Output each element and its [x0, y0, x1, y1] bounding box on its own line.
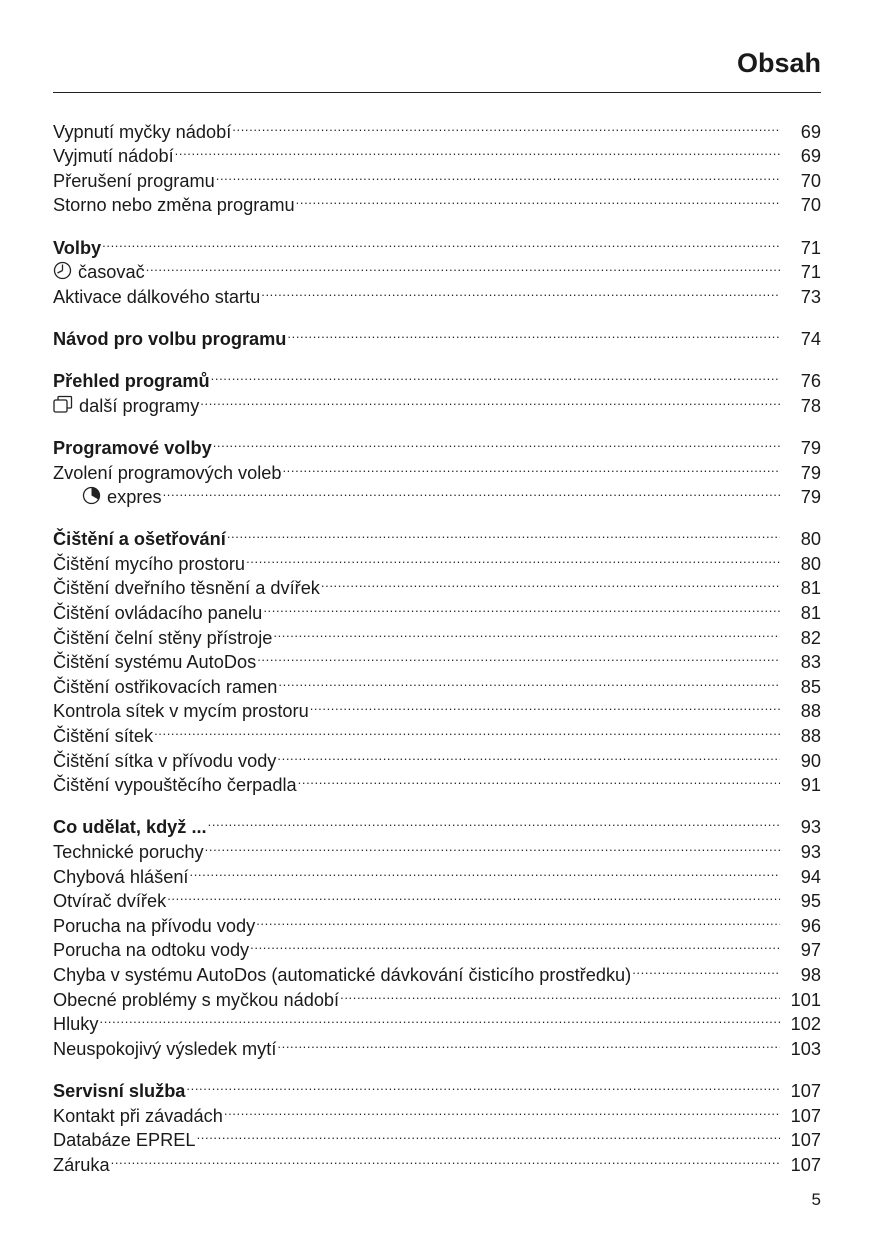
toc-entry-page: 80: [800, 529, 821, 550]
toc-entry-label: Programové volby: [53, 437, 212, 458]
dot-leader: [154, 717, 780, 742]
dot-leader: [205, 833, 780, 858]
toc-entry-page: 79: [800, 437, 821, 458]
toc-entry-page: 70: [800, 195, 821, 216]
toc-group-cleaning: [53, 521, 821, 796]
toc-entry-label: Přerušení programu: [53, 170, 215, 191]
toc-entry-label-wrap: [53, 260, 145, 287]
toc-entry-page: 102: [790, 1014, 821, 1035]
toc-entry-page: 69: [800, 121, 821, 142]
dot-leader: [287, 320, 780, 345]
toc-section-heading[interactable]: [53, 229, 821, 258]
dot-leader: [167, 883, 780, 908]
toc-entry-page: 107: [790, 1080, 821, 1101]
toc-entry-label: Čištění dveřního těsnění a dvířek: [53, 578, 320, 599]
dot-leader: [186, 1072, 780, 1097]
dot-leader: [273, 619, 780, 644]
toc-entry-page: 90: [800, 750, 821, 771]
dot-leader: [282, 454, 780, 479]
toc-group-program-overview: [53, 363, 821, 416]
toc-entry-label: Přehled programů: [53, 371, 210, 392]
dot-leader: [257, 644, 780, 669]
toc-section-heading[interactable]: [53, 521, 821, 550]
toc-section-heading[interactable]: [53, 320, 821, 349]
toc-entry-page: 93: [800, 817, 821, 838]
toc-group-basic-operation: [53, 113, 821, 216]
dot-leader: [200, 387, 780, 412]
toc-entry-page: 107: [790, 1154, 821, 1175]
dot-leader: [146, 254, 780, 279]
toc-entry-label: časovač: [78, 262, 145, 283]
toc-entry-label: Čištění ostřikovacích ramen: [53, 676, 278, 697]
toc-entry-page: 88: [800, 701, 821, 722]
toc-entry-label: Čištění vypouštěcího čerpadla: [53, 775, 297, 796]
dot-leader: [111, 1146, 780, 1171]
toc-entry-label: Čištění systému AutoDos: [53, 652, 257, 673]
toc-entry-label-wrap: [53, 394, 199, 421]
toc-entry-label: Čištění a ošetřování: [53, 529, 226, 550]
toc-entry-label: Čištění sítek: [53, 726, 154, 747]
toc-group-troubleshooting: [53, 809, 821, 1059]
toc-section-heading[interactable]: [53, 429, 821, 458]
toc-entry-page: 94: [800, 866, 821, 887]
toc-entry-label: Kontrola sítek v mycím prostoru: [53, 701, 309, 722]
toc-entry-label: Otvírač dvířek: [53, 891, 167, 912]
dot-leader: [227, 521, 780, 546]
toc-entry-page: 71: [800, 262, 821, 283]
dot-leader: [298, 767, 780, 792]
dot-leader: [256, 907, 780, 932]
toc-entry[interactable]: [53, 113, 821, 142]
toc-entry[interactable]: [53, 742, 821, 771]
toc-entry-page: 82: [800, 627, 821, 648]
toc-entry-label: Aktivace dálkového startu: [53, 286, 261, 307]
table-of-contents: [53, 113, 821, 1188]
dot-leader: [216, 162, 780, 187]
toc-entry-page: 95: [800, 891, 821, 912]
toc-entry-label: Volby: [53, 237, 102, 258]
toc-entry-label: Hluky: [53, 1014, 99, 1035]
toc-entry-label: Storno nebo změna programu: [53, 195, 295, 216]
toc-entry-label: Čištění ovládacího panelu: [53, 603, 263, 624]
dot-leader: [232, 113, 780, 138]
dot-leader: [224, 1097, 780, 1122]
toc-entry-page: 97: [800, 940, 821, 961]
dot-leader: [277, 742, 780, 767]
toc-entry[interactable]: [53, 1146, 821, 1175]
toc-group-options: [53, 229, 821, 307]
dot-leader: [310, 693, 780, 718]
toc-entry-label: Obecné problémy s myčkou nádobí: [53, 989, 340, 1010]
toc-entry-page: 93: [800, 842, 821, 862]
toc-entry-label: Co udělat, když ...: [53, 817, 207, 838]
toc-entry-label: Čištění mycího prostoru: [53, 553, 246, 574]
toc-entry-page: 85: [800, 676, 821, 697]
dot-leader: [277, 1030, 780, 1055]
toc-entry-label: Návod pro volbu programu: [53, 328, 287, 349]
toc-group-service: [53, 1072, 821, 1175]
dot-leader: [102, 229, 780, 254]
toc-entry[interactable]: [53, 254, 821, 283]
toc-entry[interactable]: [53, 1006, 821, 1035]
toc-section-heading[interactable]: [53, 363, 821, 392]
dot-leader: [197, 1122, 780, 1147]
toc-subentry[interactable]: [53, 479, 821, 508]
toc-entry-label: Zvolení programových voleb: [53, 462, 282, 483]
toc-entry[interactable]: [53, 278, 821, 307]
toc-entry-label: Čištění sítka v přívodu vody: [53, 750, 277, 771]
toc-entry-page: 76: [800, 371, 821, 392]
toc-entry-label: Vypnutí myčky nádobí: [53, 121, 232, 142]
toc-entry-label: Databáze EPREL: [53, 1130, 196, 1151]
page-number: 5: [811, 1190, 821, 1209]
toc-entry-label: Porucha na přívodu vody: [53, 915, 256, 936]
dot-leader: [296, 187, 780, 212]
toc-entry-label-wrap: [82, 485, 162, 512]
toc-entry-page: 101: [790, 989, 821, 1010]
stacked-windows-icon: [53, 395, 73, 421]
toc-entry-label: Porucha na odtoku vody: [53, 940, 250, 961]
toc-entry-page: 83: [800, 652, 821, 673]
dot-leader: [208, 809, 780, 834]
toc-entry-page: 107: [790, 1105, 821, 1126]
toc-entry[interactable]: [53, 883, 821, 912]
dot-leader: [340, 981, 780, 1006]
toc-entry-label: Neuspokojivý výsledek mytí: [53, 1038, 277, 1059]
toc-entry[interactable]: [53, 907, 821, 936]
dot-leader: [263, 594, 780, 619]
toc-entry-label: Chyba v systému AutoDos (automatické dávkování čisticího prostředku): [53, 964, 632, 985]
dot-leader: [278, 668, 780, 693]
dot-leader: [211, 363, 780, 388]
toc-entry-page: 80: [800, 553, 821, 574]
dot-leader: [175, 138, 780, 163]
toc-entry-page: 98: [800, 964, 821, 985]
page-title: Obsah: [736, 48, 821, 78]
toc-entry-page: 79: [800, 487, 821, 508]
toc-group-program-guide: [53, 320, 821, 349]
toc-entry-label: Kontakt při závadách: [53, 1105, 223, 1126]
toc-entry-label: další programy: [79, 395, 200, 416]
toc-entry-label: Čištění čelní stěny přístroje: [53, 627, 273, 648]
toc-section-heading[interactable]: [53, 1072, 821, 1101]
toc-section-heading[interactable]: [53, 809, 821, 838]
toc-entry-page: 88: [800, 726, 821, 747]
toc-entry-page: 96: [800, 915, 821, 936]
toc-entry-page: 69: [800, 146, 821, 167]
toc-entry-label: Technické poruchy: [53, 842, 204, 862]
toc-entry-label: Vyjmutí nádobí: [53, 146, 174, 167]
clock-icon: [53, 261, 72, 287]
toc-group-program-options: [53, 429, 821, 508]
toc-entry-label: Chybová hlášení: [53, 866, 189, 887]
toc-entry-page: 103: [790, 1038, 821, 1059]
toc-entry-label: Servisní služba: [53, 1080, 186, 1101]
toc-entry-page: 78: [800, 395, 821, 416]
toc-entry-page: 79: [800, 462, 821, 483]
express-icon: [82, 486, 101, 512]
toc-entry-page: 81: [800, 603, 821, 624]
dot-leader: [321, 570, 780, 595]
dot-leader: [189, 858, 780, 883]
toc-entry-page: 73: [800, 286, 821, 307]
toc-entry-label: Záruka: [53, 1154, 110, 1175]
dot-leader: [163, 479, 780, 504]
dot-leader: [632, 956, 780, 981]
toc-entry-label: expres: [107, 487, 162, 508]
toc-entry[interactable]: [53, 1030, 821, 1059]
title-divider: [53, 92, 821, 93]
dot-leader: [246, 545, 780, 570]
toc-entry-page: 91: [800, 775, 821, 796]
dot-leader: [213, 429, 780, 454]
toc-entry-page: 71: [800, 237, 821, 258]
toc-entry-page: 70: [800, 170, 821, 191]
toc-entry[interactable]: [53, 717, 821, 747]
toc-entry-page: 107: [790, 1130, 821, 1151]
toc-entry-page: 81: [800, 578, 821, 599]
dot-leader: [99, 1006, 780, 1031]
dot-leader: [261, 278, 780, 303]
dot-leader: [250, 932, 780, 957]
toc-entry-page: 74: [800, 328, 821, 349]
